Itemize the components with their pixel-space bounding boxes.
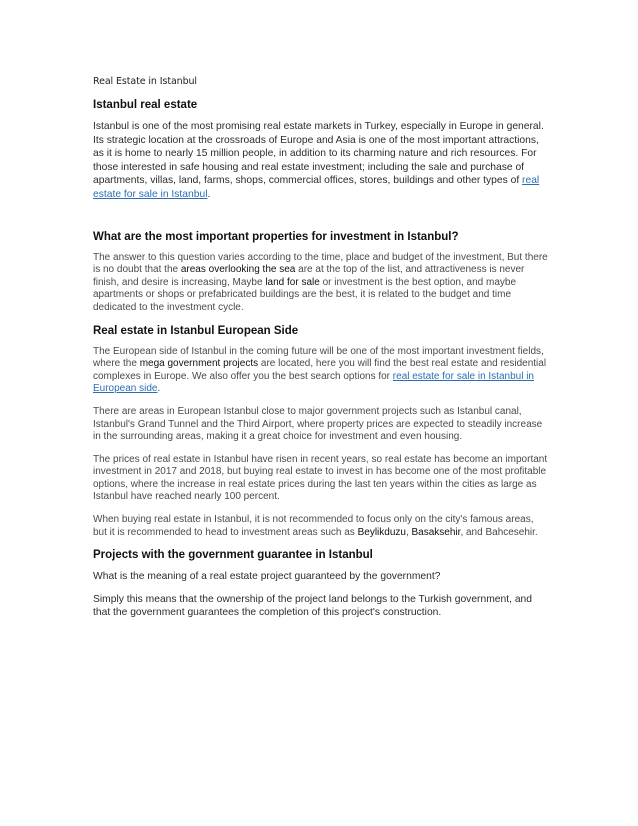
paragraph-properties: The answer to this question varies according to the time, place and budget of the investment, But there is no doubt that the areas overlooking the sea are at the top of the list, and attractiveness is never finish, and desire is increasing, Maybe land for sale or investment is the best option, and maybe apartments or shops or prefabricated buildings are the best, it is related to the budget and time dedicated to the investment cycle.	[93, 251, 548, 313]
heading-istanbul-real-estate: Istanbul real estate	[93, 99, 198, 111]
link-real-estate-for-sale[interactable]: real estate for sale in Istanbul	[93, 175, 540, 200]
highlight-mega-projects: mega government projects	[139, 358, 259, 370]
spacer	[93, 211, 549, 231]
highlight-land-for-sale: land for sale	[265, 276, 320, 288]
intro-paragraph: Istanbul is one of the most promising real estate markets in Turkey, especially in Europe in general. Its strategic location at the crossroads of Europe and Asia is one of the most important attractions, as it is home to nearly 15 million people, in addition to its charming nature and rich resources. For those interested in safe housing and real estate investment; including the sale and purchase of apartments, villas, land, farms, shops, commercial offices, stores, buildings and other types of real estate for sale in Istanbul.	[93, 121, 544, 200]
paragraph-guarantee-question: What is the meaning of a real estate project guaranteed by the government?	[93, 571, 441, 583]
heading-government-guarantee: Projects with the government guarantee in Istanbul	[93, 549, 373, 562]
highlight-basaksehir: Basaksehir	[411, 526, 461, 538]
highlight-beylikduzu: Beylikduzu	[357, 526, 406, 538]
paragraph-prices: The prices of real estate in Istanbul have risen in recent years, so real estate has become an important investment in 2017 and 2018, but buying real estate to invest in has become one of the most profitable options, where the increase in real estate prices during the last ten years within the cities as large as Istanbul have reached nearly 100 percent.	[93, 453, 548, 503]
paragraph-guarantee-answer: Simply this means that the ownership of the project land belongs to the Turkish government, and that the government guarantees the completion of this project's construction.	[93, 593, 533, 619]
link-european-side[interactable]: real estate for sale in Istanbul in European side	[93, 370, 534, 395]
document-body	[93, 76, 549, 630]
document-title: Real Estate in Istanbul	[93, 76, 197, 87]
highlight-areas-overlooking-sea: areas overlooking the sea	[180, 264, 296, 276]
paragraph-government-projects: There are areas in European Istanbul close to major government projects such as Istanbul canal, Istanbul's Grand Tunnel and the Third Airport, where property prices are expected to steadily increase in the surrounding areas, making it a great choice for investment and even housing.	[93, 405, 543, 443]
heading-european-side: Real estate in Istanbul European Side	[93, 324, 299, 337]
heading-important-properties: What are the most important properties for investment in Istanbul?	[93, 230, 459, 243]
paragraph-european-side: The European side of Istanbul in the coming future will be one of the most important investment fields, where the mega government projects are located, here you will find the best real estate and residential complexes in Europe. We also offer you the best search options for real estate for sale in Istanbul in European side.	[93, 345, 547, 395]
paragraph-investment-areas: When buying real estate in Istanbul, it is not recommended to focus only on the city's famous areas, but it is recommended to head to investment areas such as Beylikduzu, Basaksehir, and Bahcesehir.	[93, 514, 538, 538]
